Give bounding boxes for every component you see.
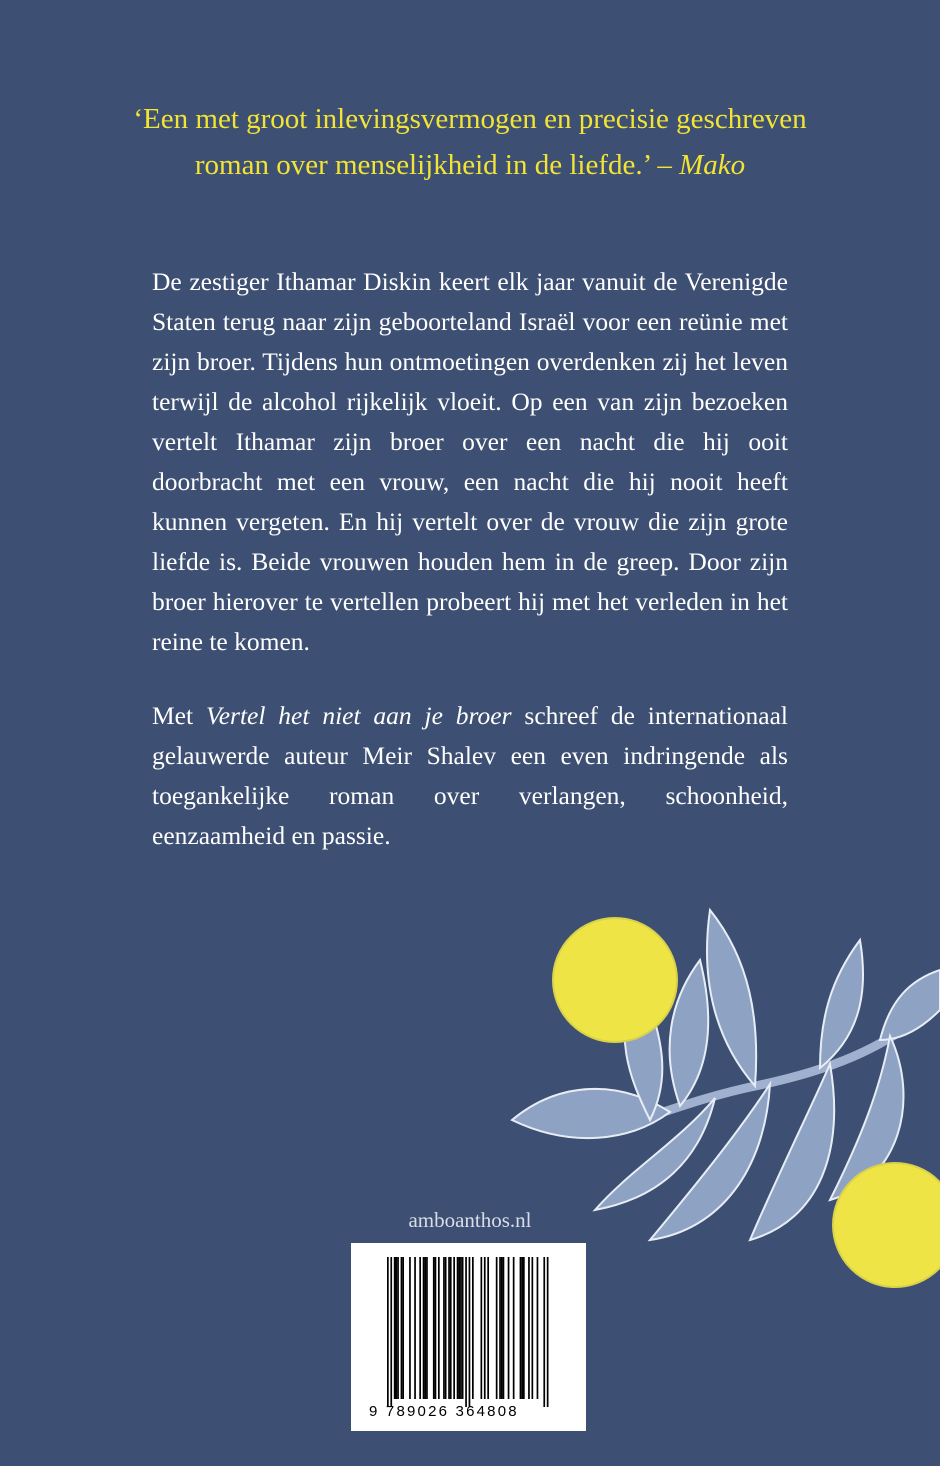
barcode-bar — [521, 1257, 523, 1399]
barcode-bar — [501, 1257, 503, 1399]
publisher-website: amboanthos.nl — [408, 1208, 532, 1232]
leaf-9 — [880, 970, 940, 1040]
book-description — [152, 262, 788, 856]
barcode-bar — [394, 1257, 396, 1399]
barcode-bar — [487, 1257, 489, 1399]
quote-text: ‘Een met groot inlevingsvermogen en precisie geschreven roman over menselijkheid in de liefde.’ — [133, 103, 807, 181]
barcode-bar — [414, 1257, 416, 1399]
blurb-quote — [100, 96, 840, 188]
barcode-bar — [409, 1257, 411, 1399]
quote-source: Mako — [679, 149, 746, 181]
barcode-bar — [426, 1257, 428, 1399]
barcode-bar — [396, 1257, 398, 1399]
barcode-bar — [401, 1257, 403, 1399]
description-paragraph-1: De zestiger Ithamar Diskin keert elk jaar vanuit de Verenigde Staten terug naar zijn geboorteland Israël voor een reünie met zijn broer. Tijdens hun ontmoetingen overdenken zij het leven terwijl de alcohol rijkelijk vloeit. Op een van zijn bezoeken vertelt Ithamar zijn broer over een nacht die hij ooit doorbracht met een vrouw, een nacht die hij nooit heeft kunnen vergeten. En hij vertelt over de vrouw die zijn grote liefde is. Beide vrouwen houden hem in de greep. Door zijn broer hierover te vertellen probeert hij met het verleden in het reine te komen. — [152, 267, 788, 656]
barcode-bar — [508, 1257, 510, 1399]
barcode-bar — [499, 1257, 501, 1399]
barcode-bar — [547, 1257, 549, 1407]
barcode-bar — [457, 1257, 459, 1399]
paragraph2-rest: schreef de internationaal gelauwerde auteur Meir Shalev een even indringende als toegankelijke roman over verlangen, schoonheid, eenzaamheid en passie. — [152, 701, 788, 850]
barcode-bar — [435, 1257, 437, 1399]
lemon-top — [553, 918, 677, 1042]
barcode-bar — [458, 1257, 460, 1399]
quote-dash: – — [650, 149, 680, 181]
barcode-bar — [419, 1257, 421, 1399]
book-title-reference: Vertel het niet aan je broer — [205, 701, 512, 730]
barcode-bar — [402, 1257, 404, 1399]
barcode-bar — [543, 1257, 545, 1407]
barcode-bar — [469, 1257, 471, 1407]
leaf-5 — [707, 910, 756, 1086]
lemon-branch-illustration — [500, 880, 940, 1300]
isbn-barcode — [351, 1243, 586, 1431]
barcode-bar — [484, 1257, 486, 1399]
barcode-bar — [450, 1257, 452, 1399]
barcode-bar — [424, 1257, 426, 1399]
barcode-bar — [513, 1257, 515, 1399]
barcode-bar — [532, 1257, 534, 1399]
isbn-number: 9 789026 364808 — [369, 1403, 519, 1420]
barcode-bar — [387, 1257, 389, 1407]
barcode-bar — [462, 1257, 464, 1399]
barcode-bar — [423, 1257, 425, 1399]
description-paragraph-2 — [152, 696, 788, 856]
barcode-bar — [472, 1257, 474, 1399]
barcode-bar — [537, 1257, 539, 1399]
paragraph2-prefix: Met — [152, 701, 206, 730]
barcode-bar — [448, 1257, 450, 1399]
leaf-7 — [820, 940, 863, 1068]
barcode-bar — [433, 1257, 435, 1399]
barcode-bar — [460, 1257, 462, 1399]
barcode-bar — [465, 1257, 467, 1407]
barcode-bar — [443, 1257, 445, 1399]
barcode-bar — [445, 1257, 447, 1399]
barcode-bar — [528, 1257, 530, 1399]
barcode-bar — [523, 1257, 525, 1399]
barcode-bar — [390, 1257, 392, 1407]
barcode-bar — [503, 1257, 505, 1399]
barcode-bar — [438, 1257, 440, 1399]
barcode-bar — [496, 1257, 498, 1399]
barcode-bar — [481, 1257, 483, 1399]
barcode-bar — [397, 1257, 399, 1399]
barcode-bar — [520, 1257, 522, 1399]
barcode-bar — [453, 1257, 455, 1399]
